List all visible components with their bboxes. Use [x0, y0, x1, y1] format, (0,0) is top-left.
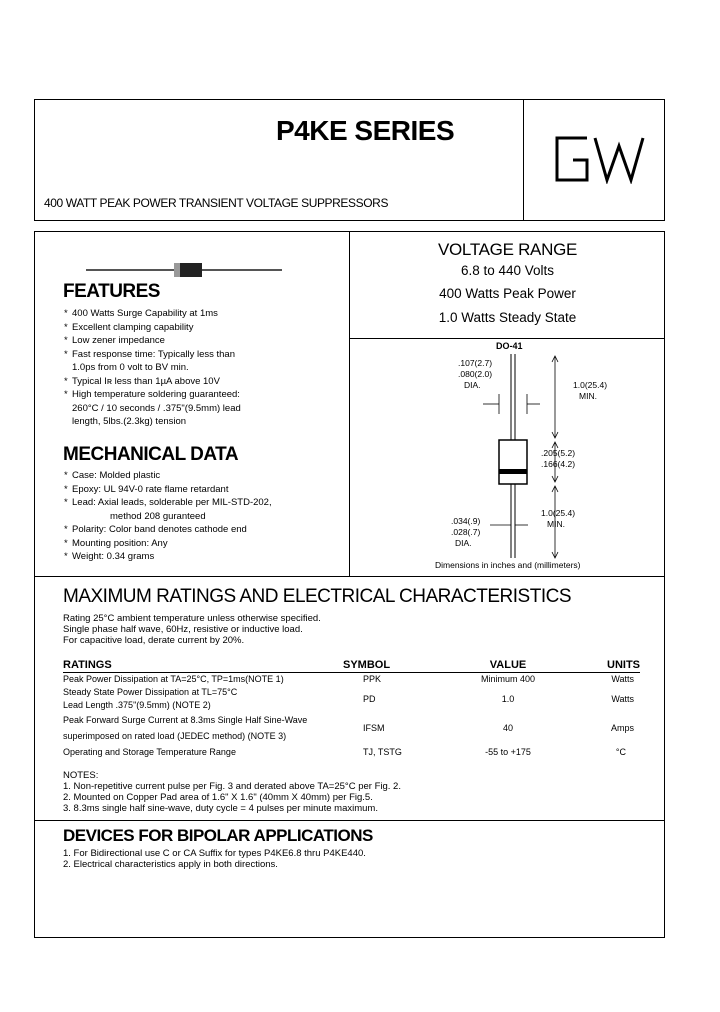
- dim-lead-dia: .034(.9) .028(.7) DIA.: [451, 516, 481, 548]
- mechanical-title: MECHANICAL DATA: [63, 444, 239, 465]
- header-divider: [523, 99, 524, 221]
- col-ratings: RATINGS: [63, 658, 343, 673]
- diagram-caption: Dimensions in inches and (millimeters): [435, 560, 581, 570]
- table-row: Steady State Power Dissipation at TL=75°C Lead Length .375"(9.5mm) (NOTE 2) PD 1.0 Watts: [63, 687, 634, 710]
- list-item: * Typical Iʀ less than 1µA above 10V: [64, 375, 220, 387]
- list-item: * Fast response time: Typically less than 1.0ps from 0 volt to BV min.: [64, 348, 235, 373]
- table-row: Operating and Storage Temperature Range TJ, TSTG -55 to +175 °C: [63, 746, 626, 757]
- brand-logo: [553, 134, 645, 184]
- notes: NOTES: 1. Non-repetitive current pulse per Fig. 3 and derated above TA=25°C per Fig. 2. 2. Mounted on Copper Pad area of 1.6" X 1.6" (40mm X 40mm) per Fig.5. 3. 8.3ms single half sine-wave, duty cycle = 4 pulses per minute maximum.: [63, 770, 401, 814]
- list-item: * Epoxy: UL 94V-0 rate flame retardant: [64, 483, 229, 495]
- list-item: * High temperature soldering guaranteed: 260°C / 10 seconds / .375"(9.5mm) lead length, 5lbs.(2.3kg) tension: [64, 389, 241, 427]
- dim-lead-length-top: 1.0(25.4) MIN.: [573, 380, 608, 401]
- mechanical-list: [62, 469, 342, 564]
- dim-body-length: .205(5.2) .166(4.2): [541, 448, 576, 469]
- features-title: FEATURES: [63, 281, 160, 302]
- diode-icon: [86, 262, 282, 278]
- section-divider-1: [34, 576, 665, 577]
- table-row: Peak Power Dissipation at TA=25°C, TP=1ms(NOTE 1) PPK Minimum 400 Watts: [63, 674, 634, 684]
- list-item: * Lead: Axial leads, solderable per MIL-STD-202, method 208 guranteed: [64, 497, 272, 522]
- page-subtitle: 400 WATT PEAK POWER TRANSIENT VOLTAGE SUPPRESSORS: [44, 196, 389, 210]
- ratings-intro: Rating 25°C ambient temperature unless otherwise specified. Single phase half wave, 60Hz, resistive or inductive load. For capacitive load, derate current by 20%.: [63, 613, 321, 646]
- features-list: [62, 307, 342, 429]
- page-title: P4KE SERIES: [276, 115, 455, 146]
- list-item: * Polarity: Color band denotes cathode end: [64, 524, 247, 535]
- package-diagram: [350, 340, 665, 576]
- peak-power: 400 Watts Peak Power: [439, 286, 576, 301]
- list-item: * Weight: 0.34 grams: [64, 551, 155, 562]
- package-label: DO-41: [496, 341, 523, 351]
- table-header-row: [63, 658, 640, 673]
- steady-state: 1.0 Watts Steady State: [438, 310, 577, 325]
- bipolar-title: DEVICES FOR BIPOLAR APPLICATIONS: [63, 826, 373, 845]
- col-value: VALUE: [448, 658, 568, 673]
- dim-lead-length-bottom: 1.0(25.4) MIN.: [541, 508, 576, 529]
- table-row: Peak Forward Surge Current at 8.3ms Single Half Sine-Wave superimposed on rated load (JEDEC method) (NOTE 3) IFSM 40 Amps: [63, 715, 634, 741]
- bipolar-text: 1. For Bidirectional use C or CA Suffix for types P4KE6.8 thru P4KE440. 2. Electrical characteristics apply in both directions.: [63, 848, 366, 870]
- col-symbol: SYMBOL: [343, 658, 448, 673]
- list-item: * Excellent clamping capability: [64, 321, 194, 333]
- gw-logo-graphic: [553, 134, 645, 184]
- col-units: UNITS: [568, 658, 640, 673]
- list-item: * Low zener impedance: [64, 335, 165, 346]
- ratings-table: [63, 658, 640, 760]
- voltage-divider: [349, 338, 665, 339]
- list-item: * Case: Molded plastic: [64, 470, 161, 481]
- voltage-range-panel: [350, 240, 665, 330]
- list-item: * Mounting position: Any: [64, 537, 168, 549]
- ratings-title: MAXIMUM RATINGS AND ELECTRICAL CHARACTERISTICS: [63, 586, 572, 607]
- list-item: * 400 Watts Surge Capability at 1ms: [64, 308, 218, 319]
- voltage-range-title: VOLTAGE RANGE: [437, 240, 578, 259]
- section-divider-2: [34, 820, 665, 821]
- voltage-range-value: 6.8 to 440 Volts: [460, 263, 555, 278]
- dim-body-dia: .107(2.7) .080(2.0) DIA.: [458, 358, 493, 390]
